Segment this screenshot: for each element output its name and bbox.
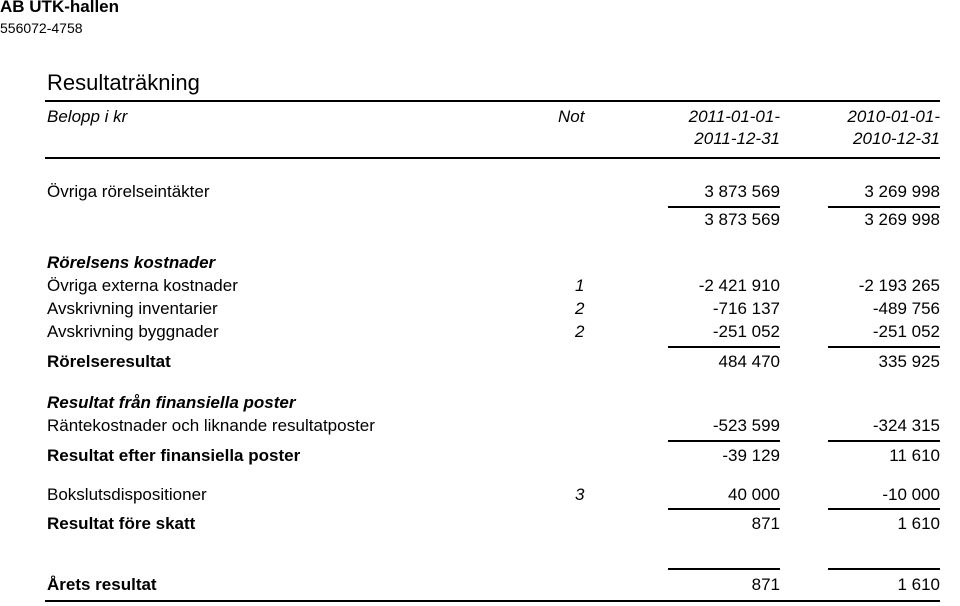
row-value-1: -39 129 (722, 446, 780, 465)
row-value-1: 3 873 569 (704, 182, 780, 201)
row-value-1: 3 873 569 (704, 210, 780, 229)
row-value-2: 3 269 998 (864, 210, 940, 229)
row-value-2: 11 610 (889, 446, 940, 465)
title-rule (45, 100, 940, 102)
row-label-depreciation-equipment: Avskrivning inventarier (47, 299, 218, 318)
sum-rule (668, 508, 780, 510)
row-value-2: -324 315 (872, 416, 940, 435)
row-value-2: 1 610 (897, 575, 940, 594)
header-note-label: Not (558, 107, 585, 126)
sum-rule (828, 206, 940, 208)
row-value-1: 871 (751, 514, 780, 533)
sum-rule (668, 206, 780, 208)
row-label-result-after-financial: Resultat efter finansiella poster (47, 446, 301, 465)
row-label-operating-result: Rörelseresultat (47, 352, 171, 371)
section-heading-operating-costs: Rörelsens kostnader (47, 253, 216, 272)
row-label-interest-costs: Räntekostnader och liknande resultatposter (47, 416, 375, 435)
section-heading-financial-items: Resultat från finansiella poster (47, 393, 296, 412)
statement-title: Resultaträkning (47, 70, 200, 95)
sum-rule (828, 508, 940, 510)
row-label-other-operating-income: Övriga rörelseintäkter (47, 182, 210, 201)
row-note: 1 (575, 276, 585, 295)
header-period-1-end: 2011-12-31 (694, 129, 780, 148)
row-value-1: 484 470 (718, 352, 780, 371)
row-value-1: -716 137 (712, 299, 780, 318)
row-value-2: -10 000 (882, 485, 940, 504)
row-value-2: 335 925 (878, 352, 940, 371)
sum-rule (828, 346, 940, 348)
row-note: 2 (575, 322, 585, 341)
row-value-2: 1 610 (897, 514, 940, 533)
row-note: 3 (575, 485, 585, 504)
row-label-appropriations: Bokslutsdispositioner (47, 485, 207, 504)
header-rule (45, 157, 940, 159)
sum-rule (668, 440, 780, 442)
org-number: 556072-4758 (0, 20, 83, 36)
sum-rule (828, 568, 940, 570)
row-label-net-result: Årets resultat (47, 575, 157, 594)
row-value-2: -251 052 (872, 322, 940, 341)
row-value-2: -489 756 (872, 299, 940, 318)
header-period-1-start: 2011-01-01- (688, 107, 780, 126)
row-label-result-before-tax: Resultat före skatt (47, 514, 196, 533)
row-value-1: 40 000 (728, 485, 780, 504)
row-note: 2 (575, 299, 585, 318)
bottom-rule (45, 600, 940, 602)
header-period-2-start: 2010-01-01- (847, 107, 940, 126)
row-label-depreciation-buildings: Avskrivning byggnader (47, 322, 219, 341)
row-value-1: -2 421 910 (698, 276, 780, 295)
row-value-1: -251 052 (712, 322, 780, 341)
header-amount-label: Belopp i kr (47, 107, 128, 126)
row-value-2: -2 193 265 (858, 276, 940, 295)
row-value-1: -523 599 (712, 416, 780, 435)
sum-rule (668, 346, 780, 348)
header-period-2-end: 2010-12-31 (853, 129, 940, 148)
sum-rule (828, 440, 940, 442)
row-label-other-external-costs: Övriga externa kostnader (47, 276, 238, 295)
row-value-1: 871 (751, 575, 780, 594)
row-value-2: 3 269 998 (864, 182, 940, 201)
sum-rule (668, 568, 780, 570)
company-name: AB UTK-hallen (0, 0, 119, 16)
